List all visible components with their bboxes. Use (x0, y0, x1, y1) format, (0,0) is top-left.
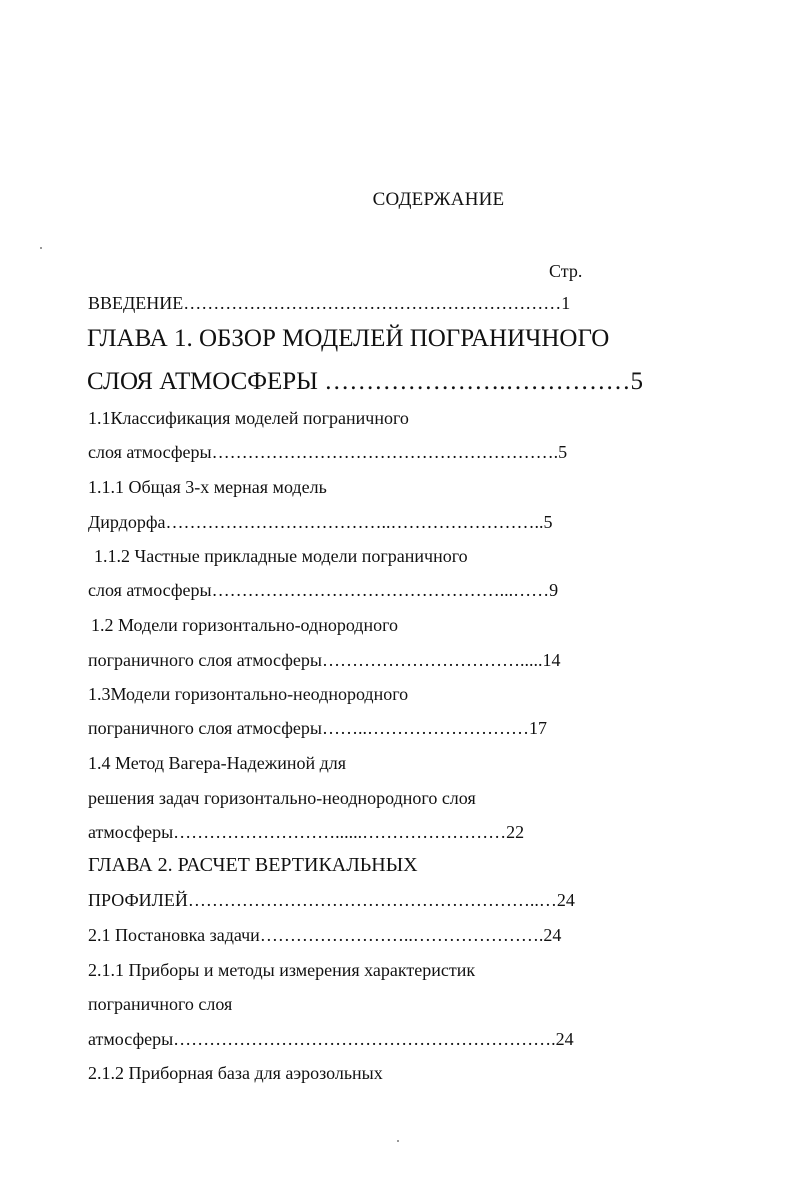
toc-entry-1-1-2-cont: слоя атмосферы…………………………………………...……9 (88, 580, 559, 600)
toc-chapter-1-title-cont: СЛОЯ АТМОСФЕРЫ ………………….……………5 (87, 368, 643, 395)
toc-entry-1-4-cont: решения задач горизонтально-неоднородного слоя (88, 788, 476, 808)
toc-entry-1-4: 1.4 Метод Вагера-Надежиной для (88, 753, 347, 773)
toc-entry-2-1-1-cont: пограничного слоя (88, 994, 233, 1014)
toc-entry-1-1-1: 1.1.1 Общая 3-х мерная модель (88, 477, 327, 497)
scan-speck (40, 247, 42, 249)
toc-entry-2-1-1-cont-2: атмосферы……………………………………………………….24 (88, 1029, 574, 1049)
toc-chapter-2-title-cont: ПРОФИЛЕЙ…………………………………………………..…24 (88, 890, 575, 910)
toc-entry-1-2: 1.2 Модели горизонтально-однородного (91, 615, 399, 635)
toc-entry-1-3: 1.3Модели горизонтально-неоднородного (88, 684, 409, 704)
toc-entry-1-4-cont-2: атмосферы………………………......……………………22 (88, 822, 525, 842)
toc-entry-1-1-2: 1.1.2 Частные прикладные модели пограничного (94, 546, 468, 566)
toc-entry-2-1-1: 2.1.1 Приборы и методы измерения характеристик (88, 960, 476, 980)
toc-entry-2-1: 2.1 Постановка задачи……………………..………………….24 (88, 925, 562, 945)
toc-entry-1-3-cont: пограничного слоя атмосферы……..………………………17 (88, 718, 547, 738)
toc-entry-introduction: ВВЕДЕНИЕ………………………………………………………1 (88, 293, 571, 313)
toc-entry-1-1-1-cont: Дирдорфа………………………………..……………………..5 (88, 512, 553, 532)
toc-chapter-2-title: ГЛАВА 2. РАСЧЕТ ВЕРТИКАЛЬНЫХ (88, 854, 418, 876)
toc-entry-1-2-cont: пограничного слоя атмосферы…………………………….....14 (88, 650, 561, 670)
scan-speck (397, 1140, 399, 1142)
toc-chapter-1-title: ГЛАВА 1. ОБЗОР МОДЕЛЕЙ ПОГРАНИЧНОГО (87, 325, 610, 352)
page-column-label: Стр. (549, 261, 583, 281)
toc-entry-1-1: 1.1Классификация моделей пограничного (88, 408, 409, 428)
page-title: СОДЕРЖАНИЕ (372, 189, 505, 210)
toc-entry-2-1-2: 2.1.2 Приборная база для аэрозольных (88, 1063, 383, 1083)
toc-entry-1-1-cont: слоя атмосферы………………………………………………….5 (88, 442, 568, 462)
